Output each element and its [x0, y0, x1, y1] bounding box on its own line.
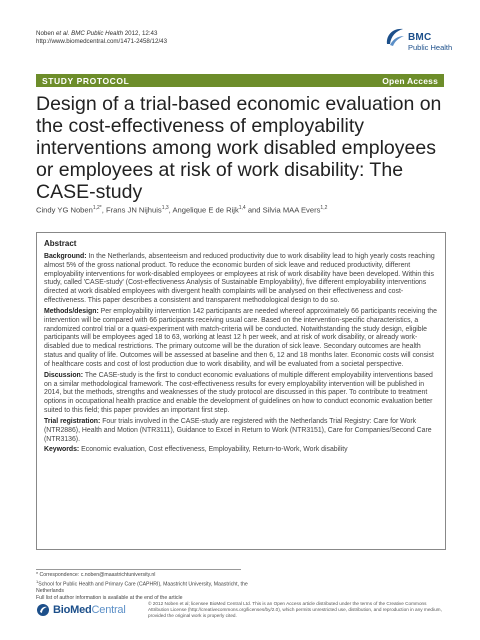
running-header [36, 30, 167, 46]
author-name: Cindy YG Noben [36, 205, 93, 215]
author-info-note: Full list of author information is available at the end of the article [36, 594, 183, 601]
author-affiliation: 1,2 [320, 205, 328, 211]
affiliation-note: $^1$School for Public Health and Primary Care (CAPHRI), Maastricht University, Maastricht, the Netherlands [36, 578, 248, 594]
abstract-methods: Methods/design: Per employability intervention 142 participants are needed whereof approximately 66 participants receiving the intervention will be compared with 66 participants receiving usual care. Based on the intervention-specific characteristics, a randomized control trial or a quasi-experiment with match-criteria will be conducted. Notwithstanding the study design, eligible participants will be employees aged 18 to 63, working at least 12 h per week, and at risk of work disability, or already work-disabled due to medical restrictions. The primary outcome will be the duration of sick leave. Secondary outcomes are health status and quality of life. Outcomes will be assessed at baseline and then 6, 12 and 18 months later. Economic costs will consist of healthcare costs and cost of lost production due to work disability, and will be evaluated from a societal perspective. [44, 307, 437, 368]
abstract-discussion: Discussion: The CASE-study is the first to conduct economic evaluations of multiple different employability interventions based on a similar methodological framework. The cost-effectiveness results for every employability intervention will be published in 2014, but the methods, strengths and weaknesses of the study protocol are discussed in this paper. To contribute to treatment options in occupational health practice and enable the development of guidelines on how to conduct economic evaluation better suited to this field; this paper provides an important first step. [44, 371, 433, 414]
bmc-swoosh-icon [384, 26, 406, 48]
biomed-central-wordmark: BioMedCentral [53, 604, 126, 616]
author-affiliation: 1,3 [161, 205, 169, 211]
biomed-central-icon [36, 603, 50, 617]
author-affiliation: 1,2* [92, 205, 102, 211]
author-name: Frans JN Nijhuis [106, 205, 162, 215]
abstract-background: Background: In the Netherlands, absenteeism and reduced productivity due to work disability lead to high yearly costs reaching almost 5% of the gross national product. To reduce the economic burden of sick leave and reduced productivity, different employability interventions for work-disabled employees or employees at risk of work disability have been developed. Within this study, called 'CASE-study' (Cost-effectiveness Analysis of Sustainable Employability), five different employability interventions directed at work disabled employees with divergent health complaints will be analysed on their effectiveness and cost-effectiveness. This paper describes a consistent and transparent methodological design to do so. [44, 253, 435, 304]
bmc-public-health-logo [384, 24, 453, 64]
open-access-label: Open Access [382, 75, 438, 86]
copyright-notice: © 2012 Noben et al; licensee BioMed Central Ltd. This is an Open Access article distributed under the terms of the Creative Commons Attribution License (http://creativecommons.org/licenses/by/2.0), which permits unrestricted use, distribution, and reproduction in any medium, provided the original work is properly cited. [148, 601, 442, 618]
abstract-heading: Abstract [44, 239, 77, 248]
correspondence-note: * Correspondence: c.noben@maastrichtuniversity.nl [36, 572, 156, 578]
author-name: Angelique E de Rijk [172, 205, 239, 215]
paper-title: Design of a trial-based economic evaluation on the cost-effectiveness of employability interventions among work disabled employees or employees at risk of work disability: The CASE-study [36, 93, 442, 203]
article-url[interactable]: http://www.biomedcentral.com/1471-2458/12/43 [36, 38, 168, 45]
biomed-central-logo [36, 602, 136, 618]
article-type-band [36, 74, 444, 87]
logo-name: BMC [408, 32, 432, 43]
abstract-trial-registration: Trial registration: Four trials involved in the CASE-study are registered with the Netherlands Trial Registry: Care for Work (NTR2886), Health and Motion (NTR3111), Guidance to Excel in Return to Work (NTR3151), Care for Companies/Second Care (NTR3136). [44, 417, 432, 443]
article-type: STUDY PROTOCOL [42, 75, 130, 86]
journal-citation: Noben et al. BMC Public Health 2012, 12:43 [36, 30, 158, 37]
footnote-divider [36, 569, 241, 570]
footnotes [36, 572, 256, 601]
author-affiliation: 1,4 [238, 205, 246, 211]
abstract-keywords: Keywords: Economic evaluation, Cost effectiveness, Employability, Return-to-Work, Work disability [44, 446, 348, 454]
author-name: Silvia MAA Evers [262, 205, 321, 215]
author-list: Cindy YG Noben$^{1,2*}$, Frans JN Nijhuis$^{1,3}$, Angelique E de Rijk$^{1,4}$ and Silvia MAA Evers$^{1,2}$ [36, 205, 328, 215]
logo-subtitle: Public Health [408, 43, 453, 52]
abstract-box [36, 232, 446, 550]
